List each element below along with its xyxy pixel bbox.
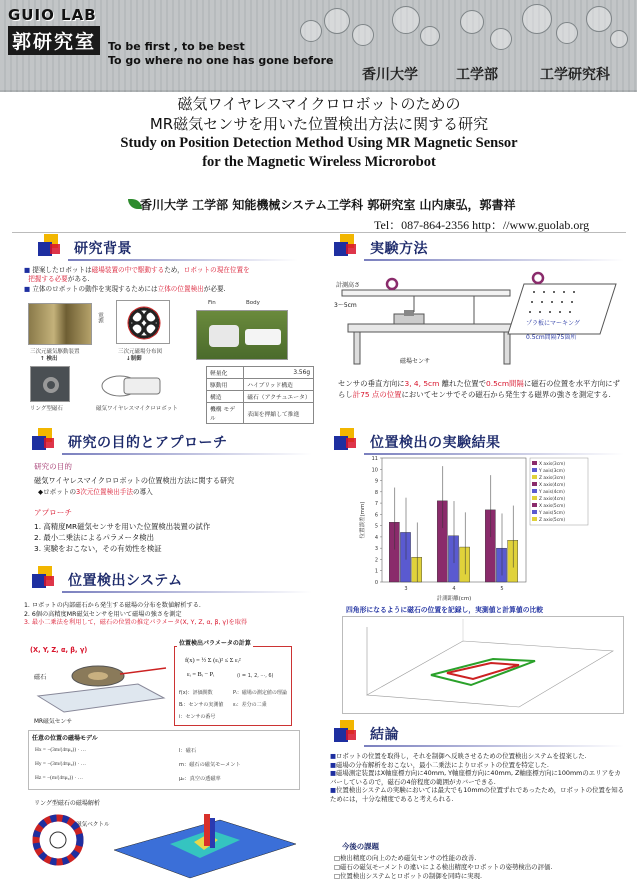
y-tick-label: 5 bbox=[374, 523, 378, 530]
bar bbox=[389, 522, 399, 582]
coil-device-photo bbox=[28, 303, 92, 345]
legend-swatch bbox=[532, 503, 537, 507]
logo-lab-name: 郭研究室 bbox=[8, 26, 100, 55]
list-item: ■ロボットの位置を取得し，それを制御へ反映させるための位置検出システムを提案した. bbox=[330, 752, 587, 760]
legend-swatch bbox=[532, 510, 537, 514]
param-label: (X, Y, Z, α, β, γ) bbox=[30, 646, 88, 654]
sensor-setup-diagram bbox=[28, 656, 168, 718]
magnet-label: 磁石 bbox=[34, 674, 47, 681]
legend-swatch bbox=[532, 496, 537, 500]
legend-swatch bbox=[532, 517, 537, 521]
x-tick-label: 4 bbox=[452, 586, 456, 592]
x-tick-label: 3 bbox=[404, 586, 408, 592]
label-body: Body bbox=[246, 300, 260, 306]
purpose-subheading: 研究の目的 bbox=[34, 462, 72, 471]
legend-swatch bbox=[532, 482, 537, 486]
legend-label: X axis(5cm) bbox=[539, 504, 566, 509]
list-item: 1. ロボットの内部磁石から発生する磁場の分布を数値解析する. bbox=[24, 602, 201, 609]
system-steps bbox=[24, 602, 314, 628]
bar bbox=[485, 510, 495, 582]
background-bullet-1: ■ 提案したロボットは磁場装置の中で駆動するため，ロボットの現在位置を 把握する必要がある. bbox=[24, 266, 250, 283]
caption-field: 三次元磁場分布図 bbox=[118, 349, 163, 355]
legend-swatch bbox=[532, 475, 537, 479]
method-description: センサの垂直方向に3, 4, 5cm 離れた位置で0.5cm間隔に磁石の位置を水平方向にずらし計75 点の位置においてセンサでその磁石から発生する磁界の強さを測定する. bbox=[338, 379, 620, 399]
list-item: 2. 最小二乗法によるパラメータ検出 bbox=[34, 533, 155, 542]
motto: To be first , to be best To go where no one has gone before bbox=[108, 40, 334, 67]
legend-label: X axis(4cm) bbox=[539, 483, 566, 488]
y-tick-label: 0 bbox=[374, 580, 378, 586]
conclusion-list bbox=[330, 752, 626, 804]
list-item: 3. 最小二乗法を利用して，磁石の位置の推定パラメータ(X, Y, Z, α, β, γ)を取得 bbox=[24, 619, 248, 626]
x-tick-label: 5 bbox=[500, 586, 504, 592]
list-item: ■磁場測定装置はX軸座標方向に40mm, Y軸座標方向に40mm, Z軸座標方向に100mmのエリアをカバーしているので，磁石の4倍程度の範囲がカバーできる. bbox=[330, 769, 621, 786]
legend-label: Y axis(4cm) bbox=[539, 490, 565, 495]
equation-hz: Hz = −(m/(4πμ₀)) · … bbox=[35, 775, 83, 781]
y-tick-label: 9 bbox=[374, 478, 378, 485]
eq-legend-3: μ₀：真空の透磁率 bbox=[179, 776, 221, 782]
field-model-box bbox=[28, 730, 300, 790]
legend-label: Z axis(3cm) bbox=[539, 476, 566, 481]
bar bbox=[508, 540, 518, 582]
title-en-line1: Study on Position Detection Method Using MR Magnetic Sensor bbox=[120, 135, 518, 151]
legend-swatch bbox=[532, 489, 537, 493]
legend-label: Z axis(4cm) bbox=[539, 497, 566, 502]
magnetic-vector-diagram bbox=[30, 812, 86, 868]
x-axis-label: 計測距離(cm) bbox=[436, 596, 472, 602]
section-conclusion-header: 結論 bbox=[334, 724, 624, 746]
legend-swatch bbox=[532, 468, 537, 472]
bar bbox=[437, 501, 447, 582]
microrobot-drawing bbox=[96, 366, 172, 402]
section-system-header: 位置検出システム bbox=[32, 570, 312, 592]
y-tick-label: 3 bbox=[374, 546, 378, 553]
comparison-3d-plot bbox=[342, 616, 624, 714]
equation-hx: Hx = −(3m/(4πμ₀)) · … bbox=[35, 747, 86, 753]
list-item: 2. 6個の高精度MR磁気センサを用いて磁場の強さを測定 bbox=[24, 610, 182, 618]
header-banner bbox=[0, 0, 637, 92]
affil-graduate: 工学研究科 bbox=[540, 67, 610, 83]
eq-legend-1: l：磁石 bbox=[179, 748, 197, 754]
table-row: 軽量化 3.56g bbox=[207, 367, 314, 379]
caption-control: ↓制御 bbox=[126, 356, 142, 362]
list-item: □位置検出システムとロボットの制御を同時に実現. bbox=[334, 872, 483, 880]
error-bar-chart bbox=[356, 452, 590, 602]
caption-detect: ↑ 検出 bbox=[40, 356, 58, 362]
list-item: 3. 実験をおこない，その有効性を検証 bbox=[34, 544, 162, 553]
label-height: 計測高さ bbox=[336, 282, 361, 289]
contact: Tel：087-864-2356 http：//www.guolab.org bbox=[374, 218, 590, 232]
future-list bbox=[334, 854, 626, 881]
section-purpose-header: 研究の目的とアプローチ bbox=[32, 432, 312, 454]
section-square-icon bbox=[38, 234, 66, 262]
legend-swatch bbox=[532, 461, 537, 465]
list-item: 1. 高精度MR磁気センサを用いた位置検出装置の試作 bbox=[34, 522, 211, 531]
label-plate: プラ板にマーキング bbox=[526, 320, 580, 327]
y-tick-label: 7 bbox=[374, 501, 378, 508]
caption-ring: リング型磁石 bbox=[30, 406, 63, 412]
divider bbox=[12, 232, 626, 233]
list-item: ■位置検出システムの実験においては最大でも10mmの位置ずれであったため，ロボットの位置を知るためには，十分な精度であると考えられる. bbox=[330, 786, 625, 803]
formula-2: εᵢ = Bᵢ − Pᵢ bbox=[187, 671, 215, 678]
legend-label: Y axis(3cm) bbox=[539, 469, 565, 474]
molecule-decoration bbox=[300, 2, 630, 62]
list-item: □検出精度の向上のため磁気センサの性能の改善. bbox=[334, 854, 477, 862]
formula-range: (i = 1, 2, ···, 6) bbox=[237, 673, 274, 679]
lab-logo bbox=[8, 6, 104, 70]
bar bbox=[460, 547, 470, 582]
y-axis-label: 位置誤差(mm) bbox=[360, 501, 366, 539]
title-block bbox=[12, 94, 626, 190]
bar bbox=[496, 548, 506, 582]
bar bbox=[412, 557, 422, 582]
y-tick-label: 1 bbox=[374, 568, 378, 575]
authors: 香川大学 工学部 知能機械システム工学科 郭研究室 山内康弘，郭書祥 bbox=[140, 198, 516, 212]
legend-label: Y axis(5cm) bbox=[539, 511, 565, 516]
ring-magnet-photo bbox=[30, 366, 70, 402]
eq-legend-2: m：磁石の磁気モーメント bbox=[179, 762, 241, 768]
section-square-icon bbox=[32, 566, 60, 594]
label-grid: 0.5cm間隔75箇所 bbox=[526, 334, 577, 341]
approach-list bbox=[34, 521, 210, 554]
model-title: 任意の位置の磁場モデル bbox=[32, 735, 98, 742]
affil-faculty: 工学部 bbox=[456, 67, 498, 83]
title-ja-line2: MR磁気センサを用いた位置検出方法に関する研究 bbox=[149, 115, 489, 133]
section-square-icon bbox=[334, 234, 362, 262]
formula-1: f(x) = ½ Σ (εᵢ)² ≤ Σ εᵢ² bbox=[185, 657, 241, 664]
section-square-icon bbox=[334, 720, 362, 748]
param-calc-box: 位置検出パラメータの計算 f(x) = ½ Σ (εᵢ)² ≤ Σ εᵢ² εᵢ = Bᵢ − Pᵢ (i = 1, 2, ···, 6) f(x)：評価関数 Pᵢ：磁場の測定値の理論 Bᵢ：センサの実測値 εᵢ：差分の二乗 i：センサの番号 bbox=[174, 646, 292, 726]
list-item: ■磁場の分布解析をおこない，最小二乗法によりロボットの位置を特定した. bbox=[330, 760, 549, 769]
list-item: □磁石の磁気モーメントの違いによる検出精度やロボットの姿勢検出の評価. bbox=[334, 863, 553, 871]
caption-microrobot: 磁気ワイヤレスマイクロロボット bbox=[96, 406, 178, 412]
results-plot-caption: 四角形になるように磁石の位置を記録し，実測値と計算値の比較 bbox=[346, 606, 544, 614]
ring-analysis-caption: リング型磁石の磁場解析 bbox=[34, 800, 100, 807]
logo-top-text: GUIO LAB bbox=[8, 6, 97, 24]
section-method-header: 実験方法 bbox=[334, 238, 624, 260]
y-tick-label: 4 bbox=[374, 534, 378, 541]
field-distribution-image bbox=[116, 300, 170, 344]
robot-spec-table bbox=[206, 366, 314, 424]
purpose-bullet: ◆ロボットの3次元位置検出手法の導入 bbox=[38, 488, 153, 496]
bar bbox=[448, 536, 458, 582]
y-tick-label: 11 bbox=[371, 456, 378, 462]
table-row: 駆動用 ハイブリッド構造 bbox=[207, 379, 314, 391]
equation-hy: Hy = −(3m/(4πμ₀)) · … bbox=[35, 761, 86, 767]
y-tick-label: 6 bbox=[374, 512, 378, 519]
robot-photo bbox=[196, 310, 288, 360]
legend-label: X axis(3cm) bbox=[539, 462, 566, 467]
label-fin: Fin bbox=[208, 300, 216, 306]
title-ja-line1: 磁気ワイヤレスマイクロロボットのための bbox=[177, 95, 461, 113]
y-tick-label: 10 bbox=[371, 467, 378, 474]
title-en-line2: for the Magnetic Wireless Microrobot bbox=[202, 154, 436, 170]
experiment-apparatus bbox=[334, 270, 624, 374]
approach-subheading: アプローチ bbox=[34, 508, 72, 517]
section-results-header: 位置検出の実験結果 bbox=[334, 432, 624, 454]
bar bbox=[400, 532, 410, 582]
caption-coil: 三次元磁気駆動装置 bbox=[30, 349, 80, 355]
section-square-icon bbox=[32, 428, 60, 456]
field-surface-plot bbox=[110, 800, 300, 882]
caption-power: 電源 bbox=[97, 312, 103, 323]
affil-university: 香川大学 bbox=[362, 67, 418, 83]
future-heading: 今後の課題 bbox=[342, 842, 379, 851]
background-bullet-2: ■ 立体のロボットの動作を実現するためには立体の位置検出が必要. bbox=[24, 285, 226, 293]
table-row: 機構 モデル 表面を押縮して推進 bbox=[207, 403, 314, 424]
y-tick-label: 2 bbox=[374, 557, 378, 564]
table-row: 構造 磁石（アクチュエータ） bbox=[207, 391, 314, 403]
legend-label: Z axis(5cm) bbox=[539, 518, 566, 523]
y-tick-label: 8 bbox=[374, 489, 378, 496]
param-box-title: 位置検出パラメータの計算 bbox=[179, 640, 251, 647]
sensor-label: MR磁気センサ bbox=[34, 719, 73, 725]
label-sensor: 磁場センサ bbox=[400, 358, 431, 365]
label-distance: 3〜5cm bbox=[334, 302, 357, 309]
vector-caption: 磁気ベクトル bbox=[76, 822, 110, 828]
section-background-header: 研究背景 bbox=[38, 238, 308, 260]
purpose-text: 磁気ワイヤレスマイクロロボットの位置検出方法に関する研究 bbox=[34, 476, 235, 485]
